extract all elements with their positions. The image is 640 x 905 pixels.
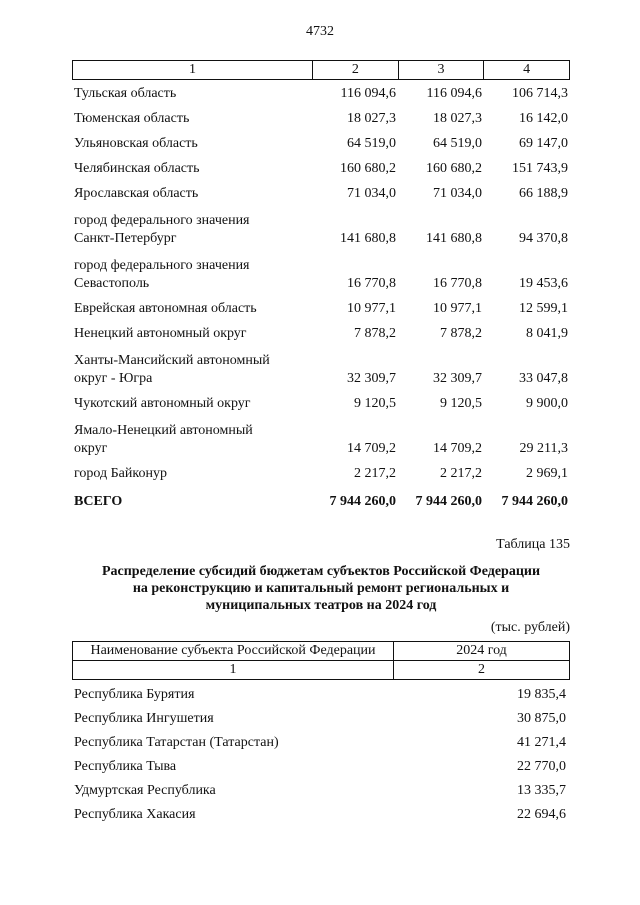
table-row [72, 105, 570, 130]
region-name-line: город Байконур [74, 466, 167, 481]
table-row [72, 180, 570, 205]
column-number-4: 4 [483, 61, 569, 79]
table-row [72, 776, 570, 800]
region-name-line: Севастополь [74, 276, 150, 291]
region-name-line: Санкт-Петербург [74, 231, 177, 246]
value-col2: 160 680,2 [340, 161, 396, 176]
column-header-year: 2024 год [393, 642, 569, 660]
value-col3: 160 680,2 [426, 161, 482, 176]
value-col3: 10 977,1 [433, 301, 482, 316]
table-title [72, 563, 570, 614]
table-row [72, 320, 570, 345]
value-col2: 116 094,6 [340, 86, 396, 101]
subject-name: Республика Татарстан (Татарстан) [74, 735, 279, 750]
table-body [72, 680, 570, 824]
region-name-line: Еврейская автономная область [74, 301, 257, 316]
column-number-2: 2 [312, 61, 398, 79]
value-col2: 9 120,5 [354, 396, 396, 411]
subsidy-value: 13 335,7 [517, 783, 566, 798]
value-col3: 16 770,8 [433, 276, 482, 291]
table-row [72, 460, 570, 485]
region-name [72, 185, 312, 203]
value-col4: 2 969,1 [526, 466, 568, 481]
region-name-line: Ульяновская область [74, 136, 198, 151]
subject-name: Республика Тыва [74, 759, 177, 774]
region-name-line: Ненецкий автономный округ [74, 326, 247, 341]
value-col2: 7 878,2 [354, 326, 396, 341]
table-row [72, 345, 570, 390]
table-row [72, 390, 570, 415]
value-col3: 116 094,6 [426, 86, 482, 101]
value-col2: 32 309,7 [347, 371, 396, 386]
theatre-subsidy-table [72, 641, 570, 824]
region-name-line: Тульская область [74, 86, 177, 101]
subsidy-table-continued [72, 60, 570, 511]
table-row [72, 250, 570, 295]
total-value-col2: 7 944 260,0 [329, 494, 396, 509]
value-col4: 69 147,0 [519, 136, 568, 151]
value-col4: 19 453,6 [519, 276, 568, 291]
value-col3: 64 519,0 [433, 136, 482, 151]
region-name-line: город федерального значения [74, 213, 250, 228]
region-name-line: Чукотский автономный округ [74, 396, 251, 411]
region-name [72, 395, 312, 413]
region-name [72, 160, 312, 178]
column-header-subject: Наименование субъекта Российской Федерации [90, 643, 376, 658]
total-value-col4: 7 944 260,0 [501, 494, 568, 509]
region-name-line: Тюменская область [74, 111, 190, 126]
region-name [72, 300, 312, 318]
region-name-line: Ямало-Ненецкий автономный [74, 423, 253, 438]
region-name [72, 325, 312, 343]
region-name [72, 422, 312, 458]
column-number-1: 1 [229, 662, 237, 677]
value-col3: 18 027,3 [433, 111, 482, 126]
total-value-col3: 7 944 260,0 [415, 494, 482, 509]
value-col3: 2 217,2 [440, 466, 482, 481]
value-col4: 8 041,9 [526, 326, 568, 341]
table-row [72, 295, 570, 320]
subject-name: Удмуртская Республика [74, 783, 216, 798]
value-col3: 32 309,7 [433, 371, 482, 386]
total-row [72, 485, 570, 511]
value-col4: 151 743,9 [512, 161, 568, 176]
subject-name: Республика Бурятия [74, 687, 195, 702]
value-col2: 14 709,2 [347, 441, 396, 456]
value-col4: 29 211,3 [519, 441, 568, 456]
subject-name: Республика Хакасия [74, 807, 196, 822]
value-col2: 71 034,0 [347, 186, 396, 201]
column-number-header [72, 60, 570, 80]
value-col2: 2 217,2 [354, 466, 396, 481]
region-name-line: Ярославская область [74, 186, 199, 201]
region-name-line: город федерального значения [74, 258, 250, 273]
table-title-line: Распределение субсидий бюджетам субъектов Российской Федерации [101, 564, 541, 579]
region-name-line: Ханты-Мансийский автономный [74, 353, 270, 368]
value-col4: 16 142,0 [519, 111, 568, 126]
units-note: (тыс. рублей) [490, 620, 570, 635]
table-row [72, 680, 570, 704]
table-row [72, 155, 570, 180]
column-number-3: 3 [398, 61, 484, 79]
region-name-line: округ [74, 441, 108, 456]
value-col3: 71 034,0 [433, 186, 482, 201]
table-row [72, 80, 570, 105]
subsidy-value: 22 694,6 [517, 807, 566, 822]
region-name [72, 212, 312, 248]
subsidy-value: 19 835,4 [517, 687, 566, 702]
table-row [72, 752, 570, 776]
value-col4: 94 370,8 [519, 231, 568, 246]
subsidy-value: 22 770,0 [517, 759, 566, 774]
value-col4: 12 599,1 [519, 301, 568, 316]
value-col3: 14 709,2 [433, 441, 482, 456]
region-name [72, 135, 312, 153]
region-name [72, 352, 312, 388]
table-row [72, 415, 570, 460]
value-col4: 33 047,8 [519, 371, 568, 386]
value-col3: 141 680,8 [426, 231, 482, 246]
total-label: ВСЕГО [74, 494, 123, 509]
column-number-1: 1 [189, 62, 197, 77]
value-col3: 7 878,2 [440, 326, 482, 341]
value-col2: 64 519,0 [347, 136, 396, 151]
table-row [72, 704, 570, 728]
region-name [72, 85, 312, 103]
subject-name: Республика Ингушетия [74, 711, 214, 726]
table-title-line: муниципальных театров на 2024 год [205, 598, 437, 613]
table-label: Таблица 135 [496, 537, 570, 552]
column-number-row [72, 661, 570, 680]
value-col4: 106 714,3 [512, 86, 568, 101]
subsidy-value: 30 875,0 [517, 711, 566, 726]
table-row [72, 130, 570, 155]
value-col2: 141 680,8 [340, 231, 396, 246]
value-col2: 18 027,3 [347, 111, 396, 126]
table-row [72, 205, 570, 250]
value-col2: 10 977,1 [347, 301, 396, 316]
region-name [72, 110, 312, 128]
table-body [72, 80, 570, 485]
region-name-line: округ - Югра [74, 371, 153, 386]
value-col4: 66 188,9 [519, 186, 568, 201]
subsidy-value: 41 271,4 [517, 735, 566, 750]
page-number: 4732 [306, 24, 334, 39]
table-title-line: на реконструкцию и капитальный ремонт региональных и [132, 581, 510, 596]
column-number-2: 2 [393, 661, 569, 679]
value-col4: 9 900,0 [526, 396, 568, 411]
table-row [72, 800, 570, 824]
region-name-line: Челябинская область [74, 161, 200, 176]
value-col3: 9 120,5 [440, 396, 482, 411]
region-name [72, 257, 312, 293]
column-header-row [72, 641, 570, 661]
table-row [72, 728, 570, 752]
region-name [72, 465, 312, 483]
value-col2: 16 770,8 [347, 276, 396, 291]
